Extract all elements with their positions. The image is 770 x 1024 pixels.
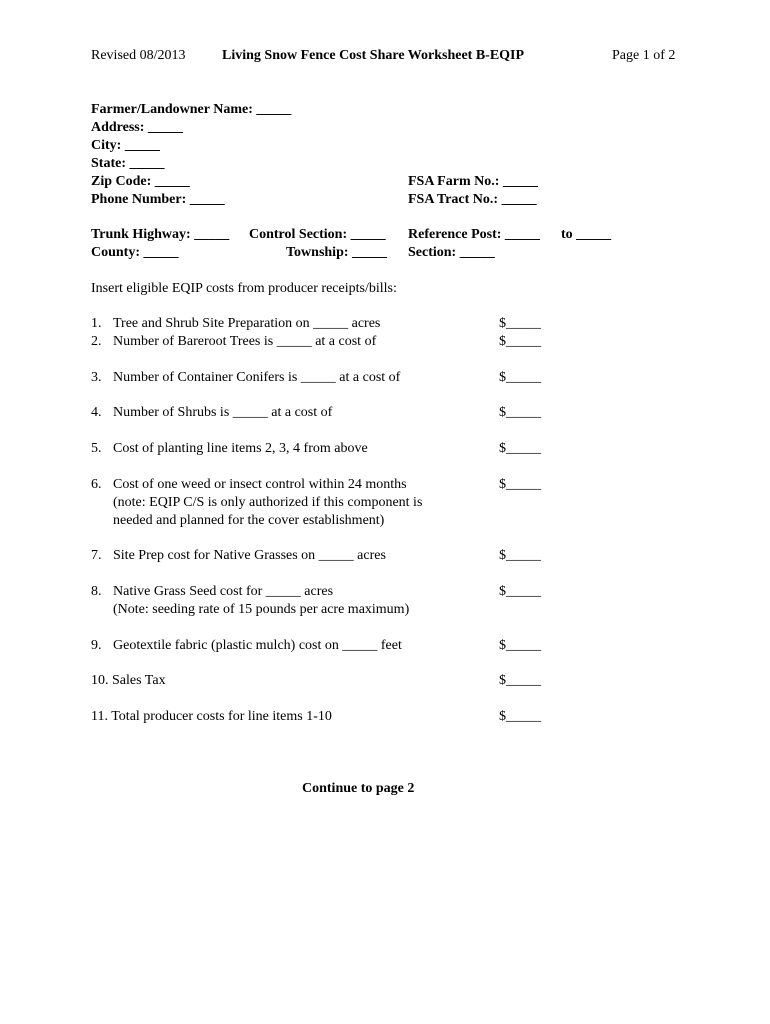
item-amount-field[interactable]: $_____: [499, 441, 541, 456]
item-amount-field[interactable]: $_____: [499, 370, 541, 385]
section-field[interactable]: Section: _____: [408, 245, 495, 260]
list-item: [91, 315, 380, 333]
item-amount-field[interactable]: $_____: [499, 405, 541, 420]
item-text: Cost of one weed or insect control within 24 months: [113, 477, 407, 492]
item-number: 4.: [91, 405, 102, 420]
item-amount-field[interactable]: $_____: [499, 709, 541, 724]
item-note: needed and planned for the cover establishment): [113, 513, 385, 528]
address-field[interactable]: Address: _____: [91, 120, 183, 135]
item-number: 11.: [91, 709, 108, 724]
state-field[interactable]: State: _____: [91, 156, 165, 171]
item-note: (Note: seeding rate of 15 pounds per acre maximum): [113, 602, 410, 617]
township-field[interactable]: Township: _____: [286, 245, 388, 260]
page-number: Page 1 of 2: [612, 48, 676, 63]
continue-note: Continue to page 2: [302, 781, 415, 796]
revised-date: Revised 08/2013: [91, 48, 186, 63]
zip-code-field[interactable]: Zip Code: _____: [91, 174, 190, 189]
reference-post-field[interactable]: Reference Post: _____: [408, 227, 540, 242]
list-item: [91, 369, 400, 387]
phone-number-field[interactable]: Phone Number: _____: [91, 192, 225, 207]
list-item: [91, 637, 402, 655]
item-text: Tree and Shrub Site Preparation on _____ acres: [113, 316, 381, 331]
item-amount-field[interactable]: $_____: [499, 638, 541, 653]
list-item: [91, 440, 368, 458]
item-text: Sales Tax: [112, 673, 166, 688]
item-number: 5.: [91, 441, 102, 456]
item-amount-field[interactable]: $_____: [499, 477, 541, 492]
item-text: Native Grass Seed cost for _____ acres: [113, 584, 334, 599]
item-text: Cost of planting line items 2, 3, 4 from above: [113, 441, 368, 456]
item-amount-field[interactable]: $_____: [499, 673, 541, 688]
item-number: 7.: [91, 548, 102, 563]
item-note: (note: EQIP C/S is only authorized if this component is: [113, 495, 423, 510]
control-section-field[interactable]: Control Section: _____: [249, 227, 386, 242]
page-title: Living Snow Fence Cost Share Worksheet B-EQIP: [222, 48, 525, 63]
item-text: Total producer costs for line items 1-10: [111, 709, 332, 724]
fsa-farm-number-field[interactable]: FSA Farm No.: _____: [408, 174, 538, 189]
item-number: 2.: [91, 334, 102, 349]
instructions-text: Insert eligible EQIP costs from producer receipts/bills:: [91, 281, 397, 296]
item-number: 8.: [91, 584, 102, 599]
list-item: [91, 476, 422, 530]
list-item: [91, 547, 386, 565]
item-number: 9.: [91, 638, 102, 653]
landowner-name-field[interactable]: Farmer/Landowner Name: _____: [91, 102, 292, 117]
reference-post-to-field[interactable]: to _____: [561, 227, 612, 242]
trunk-highway-field[interactable]: Trunk Highway: _____: [91, 227, 230, 242]
city-field[interactable]: City: _____: [91, 138, 160, 153]
item-number: 10.: [91, 673, 109, 688]
list-item: [91, 404, 332, 422]
list-item: [91, 672, 166, 690]
item-amount-field[interactable]: $_____: [499, 584, 541, 599]
item-amount-field[interactable]: $_____: [499, 316, 541, 331]
item-amount-field[interactable]: $_____: [499, 548, 541, 563]
county-field[interactable]: County: _____: [91, 245, 179, 260]
item-text: Geotextile fabric (plastic mulch) cost on _____ feet: [113, 638, 402, 653]
list-item: [91, 333, 376, 351]
item-number: 6.: [91, 477, 102, 492]
item-text: Number of Container Conifers is _____ at a cost of: [113, 370, 401, 385]
list-item: [91, 583, 409, 619]
item-number: 1.: [91, 316, 102, 331]
list-item: [91, 708, 332, 726]
fsa-tract-number-field[interactable]: FSA Tract No.: _____: [408, 192, 537, 207]
item-text: Number of Shrubs is _____ at a cost of: [113, 405, 333, 420]
item-number: 3.: [91, 370, 102, 385]
item-text: Number of Bareroot Trees is _____ at a cost of: [113, 334, 377, 349]
item-amount-field[interactable]: $_____: [499, 334, 541, 349]
item-text: Site Prep cost for Native Grasses on _____ acres: [113, 548, 386, 563]
